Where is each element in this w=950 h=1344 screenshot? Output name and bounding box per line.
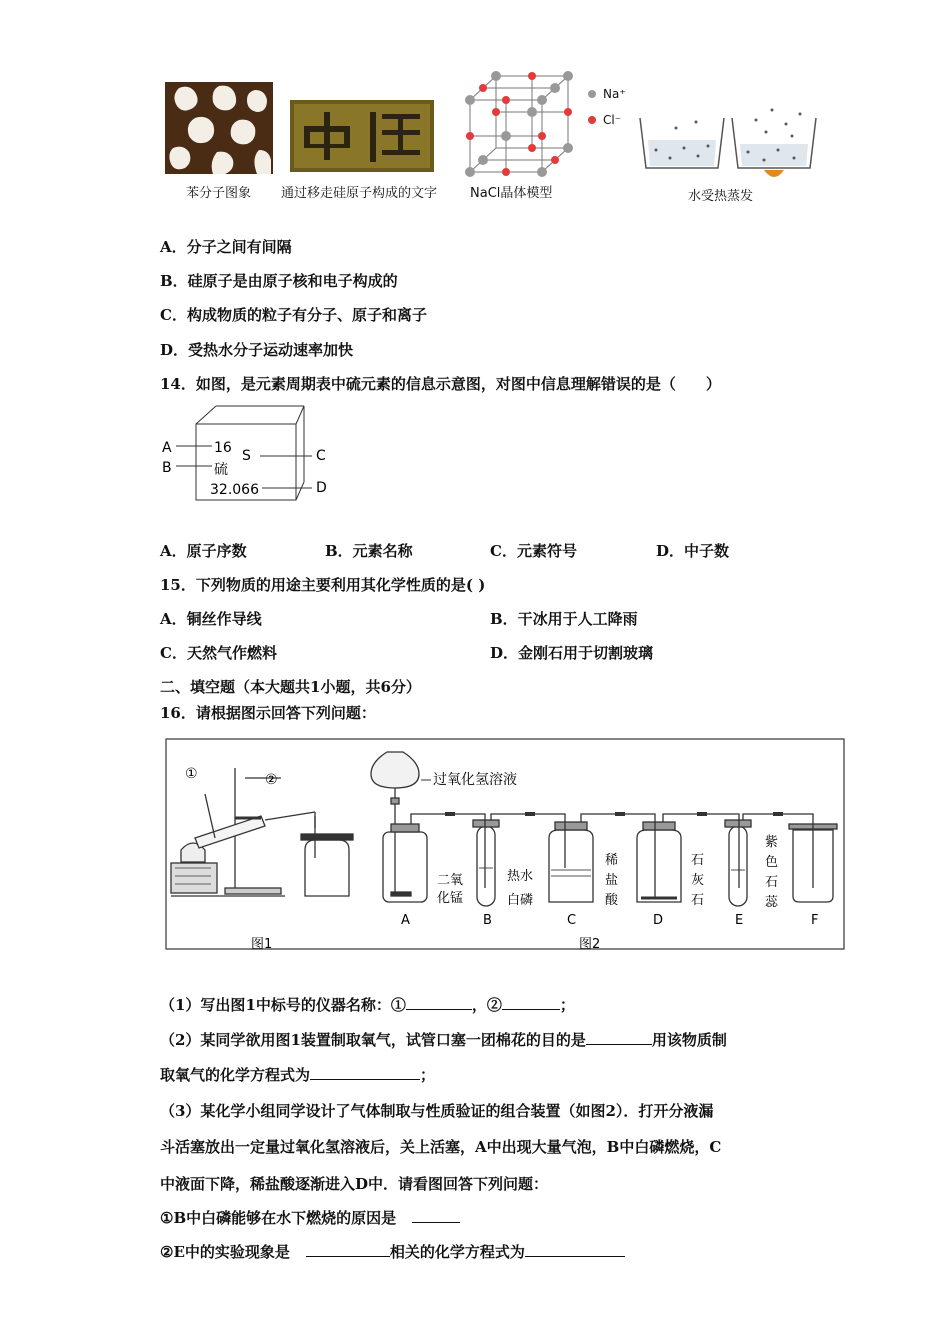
h2o2-label: 过氧化氢溶液 (433, 772, 517, 788)
litmus-label-2: 色 (765, 855, 779, 870)
cl-ion-icon (588, 116, 596, 124)
fig2-caption: 图2 (579, 937, 601, 952)
letter-a: A (401, 913, 410, 928)
q15-option-d: D．金刚石用于切割玻璃 (490, 644, 654, 662)
water-caption: 水受热蒸发 (688, 189, 754, 204)
benzene-image (165, 82, 273, 174)
litmus-label-3: 石 (765, 875, 779, 890)
q16-sub2: ②E中的实验现象是 相关的化学方程式为 (160, 1241, 625, 1262)
answer-blank-1[interactable] (406, 995, 472, 1010)
letter-e: E (735, 913, 744, 928)
q15-option-b: B．干冰用于人工降雨 (490, 610, 638, 628)
silicon-caption: 通过移走硅原子构成的文字 (281, 186, 438, 201)
apparatus-figure (165, 738, 845, 953)
letter-c: C (567, 913, 577, 928)
nacl-legend-cl: Cl⁻ (603, 113, 622, 127)
limestone-label-3: 石 (691, 893, 705, 908)
q16-part3-line1: （3）某化学小组同学设计了气体制取与性质验证的组合装置（如图2）．打开分液漏 (160, 1102, 714, 1120)
fig1-mark-1: ① (185, 766, 198, 782)
letter-f: F (811, 913, 819, 928)
q15-option-c: C．天然气作燃料 (160, 644, 277, 662)
q14-stem: 14．如图，是元素周期表中硫元素的信息示意图，对图中信息理解错误的是（ ） (160, 375, 721, 393)
q16-part2-line2: 取氧气的化学方程式为 ； (160, 1066, 436, 1084)
hcl-label-3: 酸 (605, 893, 619, 908)
q15-option-a: A．铜丝作导线 (160, 610, 262, 628)
benzene-caption: 苯分子图象 (186, 186, 252, 201)
q13-option-a: A．分子之间有间隔 (160, 238, 292, 256)
q16-part1: （1）写出图1中标号的仪器名称：① ，② ； (160, 996, 575, 1014)
nacl-crystal-model (460, 70, 580, 180)
na-ion-icon (588, 90, 596, 98)
mno2-label-2: 化锰 (437, 891, 464, 906)
hcl-label-2: 盐 (605, 873, 619, 888)
hcl-label-1: 稀 (605, 853, 619, 868)
fig1-mark-2: ② (265, 772, 278, 788)
answer-blank-5[interactable] (412, 1208, 460, 1223)
card-label-a: A (162, 440, 172, 456)
limestone-label-1: 石 (691, 853, 705, 868)
silicon-image (290, 100, 434, 172)
card-number: 16 (214, 440, 232, 456)
mno2-label-1: 二氧 (437, 873, 464, 888)
hot-water-label: 热水 (507, 869, 534, 884)
card-label-c: C (316, 448, 326, 464)
nacl-legend-na: Na⁺ (603, 87, 626, 101)
q16-part3-line2: 斗活塞放出一定量过氧化氢溶液后，关上活塞，A中出现大量气泡，B中白磷燃烧，C (160, 1138, 722, 1156)
card-mass: 32.066 (210, 482, 259, 498)
q14-option-a: A．原子序数 (160, 542, 247, 560)
q14-option-d: D．中子数 (656, 542, 730, 560)
nacl-caption: NaCl晶体模型 (470, 186, 553, 201)
q16-part3-line3: 中液面下降，稀盐酸逐渐进入D中．请看图回答下列问题： (160, 1175, 549, 1193)
white-p-label: 白磷 (507, 893, 534, 908)
fig1-caption: 图1 (251, 937, 273, 952)
card-label-b: B (162, 460, 172, 476)
section-heading: 二、填空题（本大题共1小题，共6分） (160, 678, 421, 696)
card-label-d: D (316, 480, 327, 496)
water-evaporation-image (636, 100, 822, 184)
litmus-label-4: 蕊 (765, 895, 779, 910)
q14-option-b: B．元素名称 (325, 542, 413, 560)
q14-option-c: C．元素符号 (490, 542, 577, 560)
q16-stem: 16．请根据图示回答下列问题： (160, 704, 376, 722)
answer-blank-3[interactable] (586, 1030, 652, 1045)
flame-icon (764, 170, 784, 177)
answer-blank-4[interactable] (310, 1065, 420, 1080)
letter-b: B (483, 913, 492, 928)
q16-part2-line1: （2）某同学欲用图1装置制取氧气，试管口塞一团棉花的目的是 用该物质制 (160, 1031, 727, 1049)
card-name: 硫 (214, 462, 228, 478)
litmus-label-1: 紫 (765, 835, 779, 850)
answer-blank-7[interactable] (525, 1242, 625, 1257)
sulfur-element-card (160, 402, 340, 512)
q13-option-c: C．构成物质的粒子有分子、原子和离子 (160, 306, 427, 324)
q13-option-d: D．受热水分子运动速率加快 (160, 341, 354, 359)
letter-d: D (653, 913, 664, 928)
q13-option-b: B．硅原子是由原子核和电子构成的 (160, 272, 398, 290)
answer-blank-6[interactable] (306, 1242, 390, 1257)
q15-stem: 15．下列物质的用途主要利用其化学性质的是( ) (160, 576, 486, 594)
q16-sub1: ①B中白磷能够在水下燃烧的原因是 (160, 1207, 460, 1228)
answer-blank-2[interactable] (502, 995, 560, 1010)
limestone-label-2: 灰 (691, 873, 705, 888)
card-symbol: S (242, 448, 251, 464)
